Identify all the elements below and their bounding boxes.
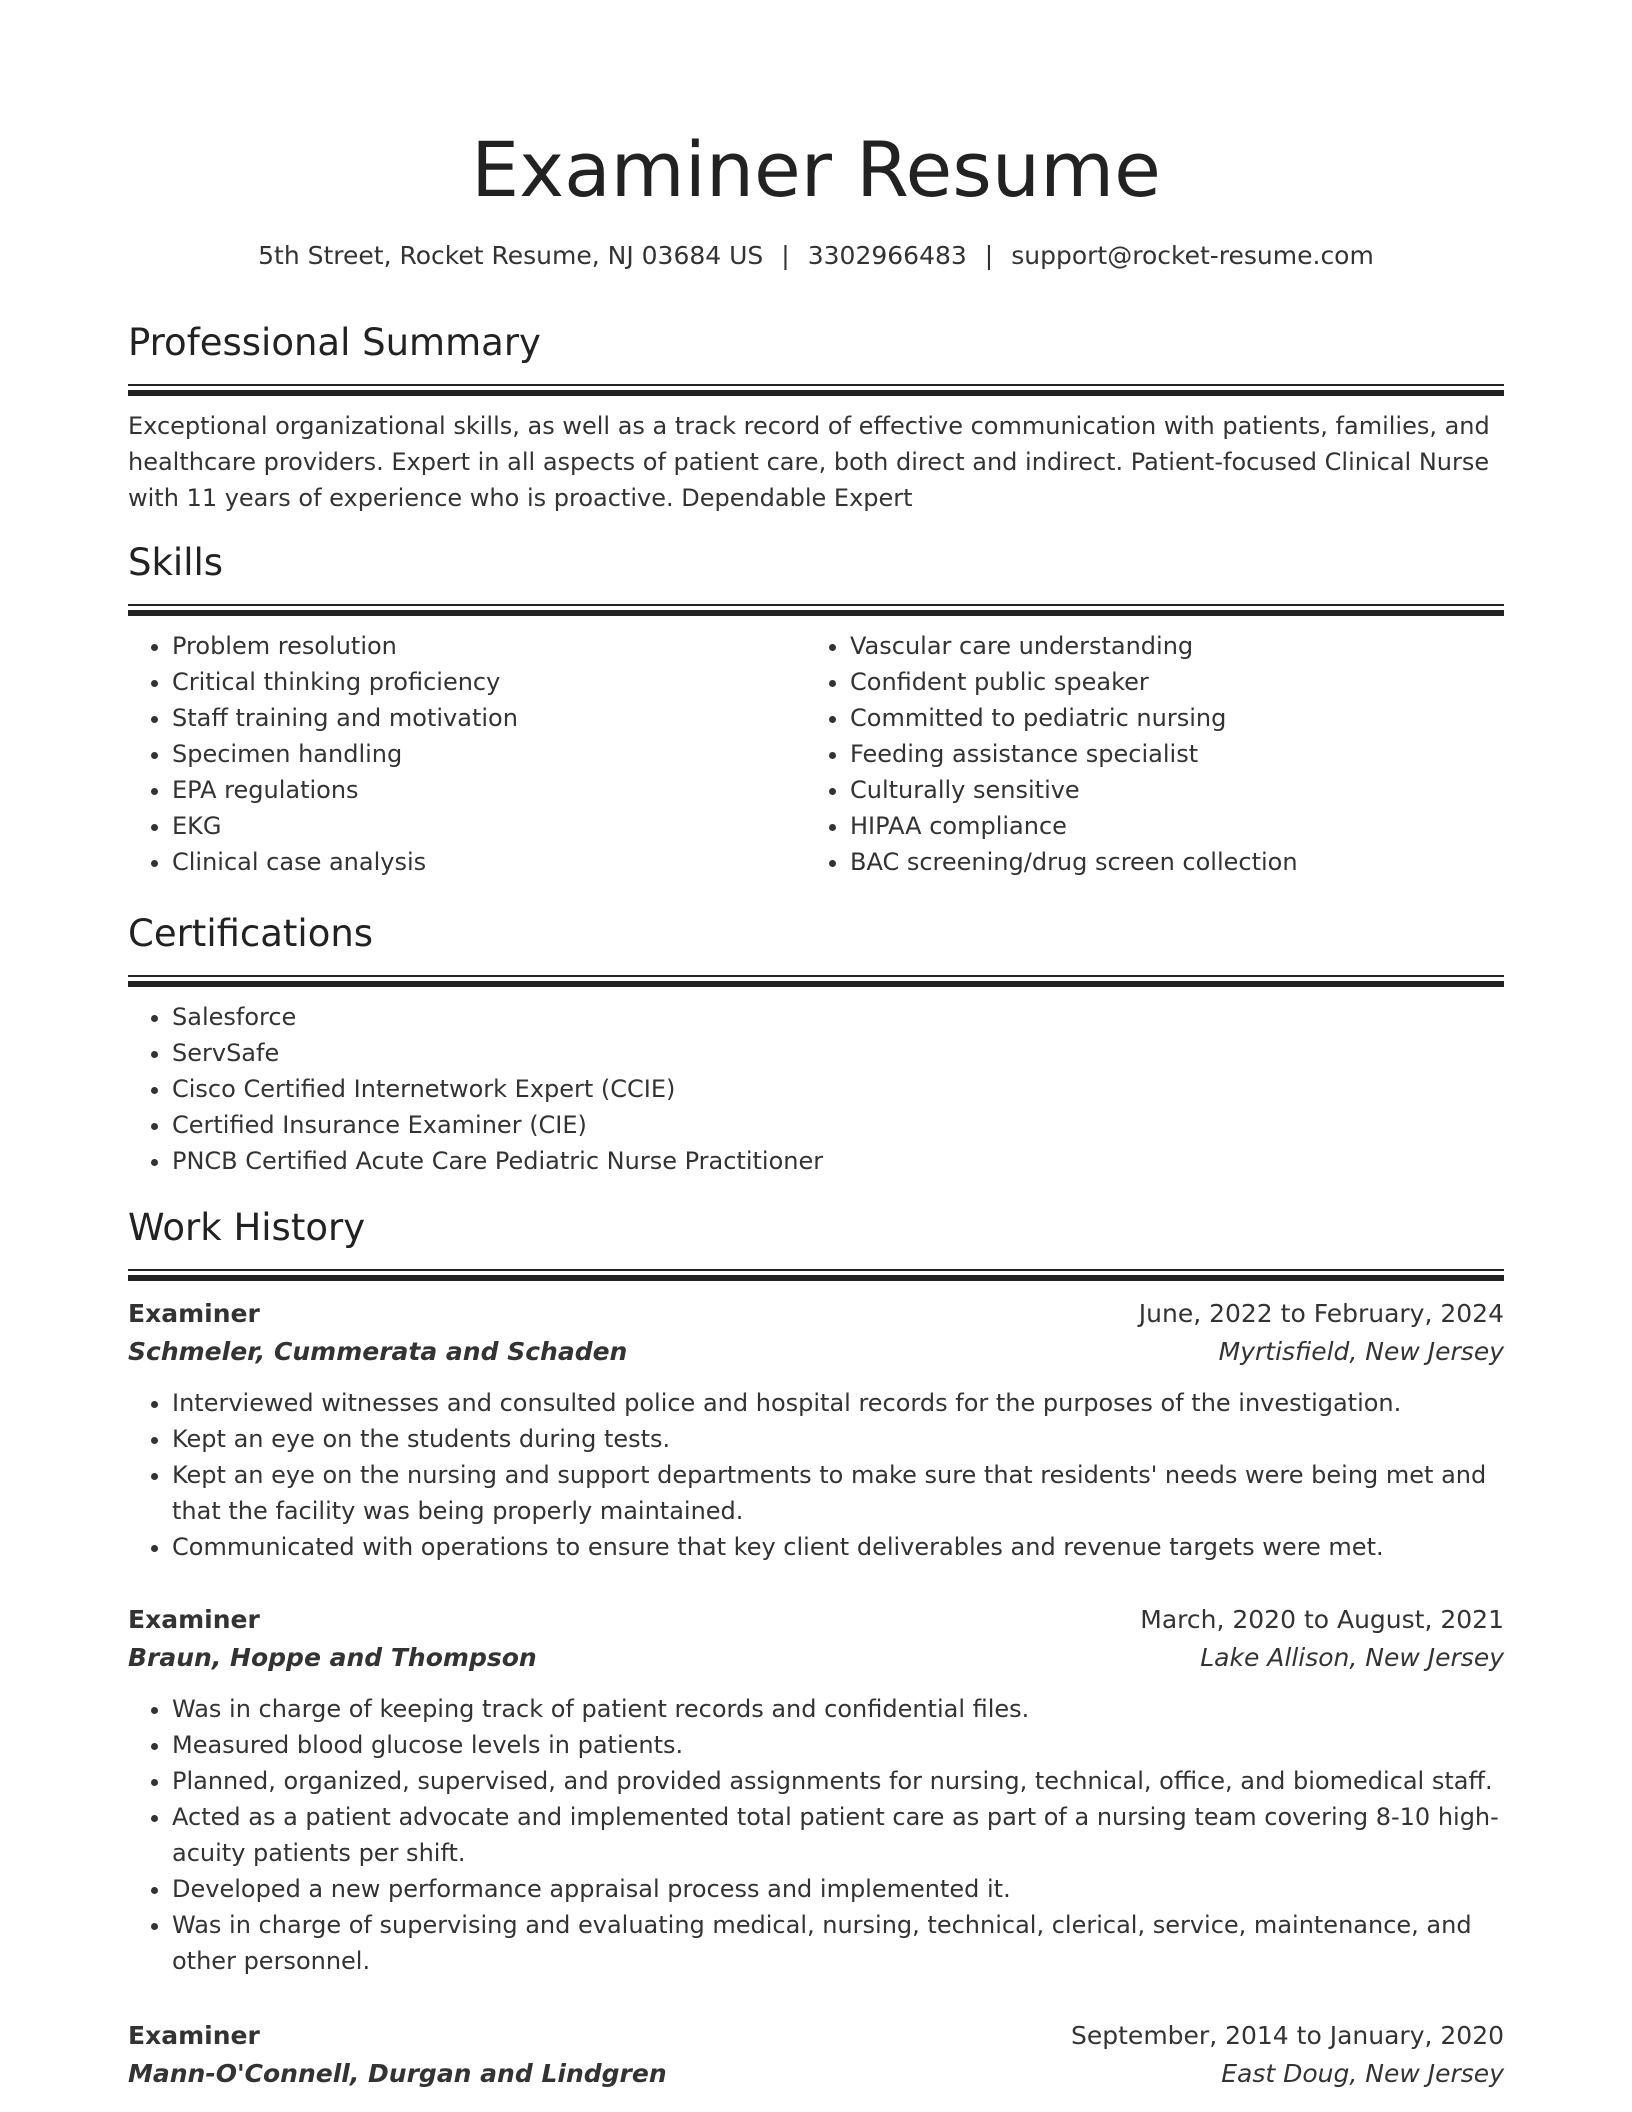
section-divider (128, 1269, 1504, 1271)
job-company: Mann-O'Connell, Durgan and Lindgren (128, 2059, 667, 2088)
skill-item: • HIPAA compliance (850, 808, 1484, 844)
section-divider (128, 604, 1504, 606)
skill-item: • Culturally sensitive (850, 772, 1484, 808)
certifications-heading: Certifications (128, 912, 374, 955)
job-bullet: • Communicated with operations to ensure that key client deliverables and revenue targets were met. (172, 1529, 1504, 1565)
job-company: Schmeler, Cummerata and Schaden (128, 1337, 628, 1366)
certification-item: • PNCB Certified Acute Care Pediatric Nurse Practitioner (172, 1143, 1504, 1179)
summary-text: Exceptional organizational skills, as well as a track record of effective communication with patients, families, and healthcare providers. Expert in all aspects of patient care, both direct and indirect. Patient-focused Clinical Nurse with 11 years of experience who is proactive. Dependable Expert (128, 412, 1490, 512)
skill-item: • Committed to pediatric nursing (850, 700, 1484, 736)
work-history-heading: Work History (128, 1206, 366, 1249)
section-divider (128, 390, 1504, 396)
skill-item: • Staff training and motivation (172, 700, 806, 736)
job-company: Braun, Hoppe and Thompson (128, 1643, 537, 1672)
skill-item: • Specimen handling (172, 736, 806, 772)
skill-item: • Critical thinking proficiency (172, 664, 806, 700)
job-title: Examiner (128, 1299, 260, 1328)
job-location: Lake Allison, New Jersey (1200, 1643, 1504, 1672)
section-divider (128, 975, 1504, 977)
certifications-section (128, 909, 1504, 1179)
resume-name: Examiner Resume (471, 125, 1161, 214)
job-title: Examiner (128, 1605, 260, 1634)
job-bullet: • Developed a new performance appraisal process and implemented it. (172, 1871, 1504, 1907)
skills-columns (128, 628, 1504, 880)
job-dates: September, 2014 to January, 2020 (1071, 2021, 1504, 2050)
job-bullet: • Acted as a patient advocate and implemented total patient care as part of a nursing team covering 8-10 high-acuity patients per shift. (172, 1799, 1504, 1871)
work-history-section (128, 1203, 1504, 1281)
job-dates: June, 2022 to February, 2024 (1138, 1299, 1504, 1328)
contact-separator: | (984, 241, 994, 270)
skill-item: • BAC screening/drug screen collection (850, 844, 1484, 880)
section-divider (128, 981, 1504, 987)
job-bullet: • Measured blood glucose levels in patients. (172, 1727, 1504, 1763)
certification-item: • ServSafe (172, 1035, 1504, 1071)
contact-phone: 3302966483 (807, 241, 967, 270)
job-dates: March, 2020 to August, 2021 (1140, 1605, 1504, 1634)
section-divider (128, 1275, 1504, 1281)
skill-item: • Vascular care understanding (850, 628, 1484, 664)
job-bullet: • Planned, organized, supervised, and provided assignments for nursing, technical, office, and biomedical staff. (172, 1763, 1504, 1799)
job-bullet: • Kept an eye on the nursing and support departments to make sure that residents' needs were being met and that the facility was being properly maintained. (172, 1457, 1504, 1529)
job-bullet: • Was in charge of supervising and evaluating medical, nursing, technical, clerical, service, maintenance, and other personnel. (172, 1907, 1504, 1979)
job-bullet: • Interviewed witnesses and consulted police and hospital records for the purposes of the investigation. (172, 1385, 1504, 1421)
job-bullet: • Was in charge of keeping track of patient records and confidential files. (172, 1691, 1504, 1727)
certification-item: • Certified Insurance Examiner (CIE) (172, 1107, 1504, 1143)
job-entry (128, 2017, 1504, 2093)
section-divider (128, 610, 1504, 616)
contact-address: 5th Street, Rocket Resume, NJ 03684 US (258, 241, 764, 270)
summary-heading: Professional Summary (128, 321, 541, 364)
skill-item: • EPA regulations (172, 772, 806, 808)
job-location: East Doug, New Jersey (1221, 2059, 1504, 2088)
job-entry (128, 1295, 1504, 1565)
job-title: Examiner (128, 2021, 260, 2050)
skill-item: • Clinical case analysis (172, 844, 806, 880)
certification-item: • Salesforce (172, 999, 1504, 1035)
job-location: Myrtisfield, New Jersey (1218, 1337, 1504, 1366)
job-entry (128, 1601, 1504, 1979)
skills-column-right (806, 628, 1484, 880)
contact-email[interactable]: support@rocket-resume.com (1011, 241, 1374, 270)
skills-column-left (128, 628, 806, 880)
skills-section (128, 538, 1504, 880)
skill-item: • Confident public speaker (850, 664, 1484, 700)
skill-item: • EKG (172, 808, 806, 844)
job-bullet: • Kept an eye on the students during tests. (172, 1421, 1504, 1457)
certification-item: • Cisco Certified Internetwork Expert (CCIE) (172, 1071, 1504, 1107)
contact-separator: | (781, 241, 790, 270)
section-divider (128, 384, 1504, 386)
summary-section (128, 318, 1504, 516)
skill-item: • Problem resolution (172, 628, 806, 664)
skills-heading: Skills (128, 541, 224, 584)
skill-item: • Feeding assistance specialist (850, 736, 1484, 772)
contact-line (128, 238, 1504, 274)
